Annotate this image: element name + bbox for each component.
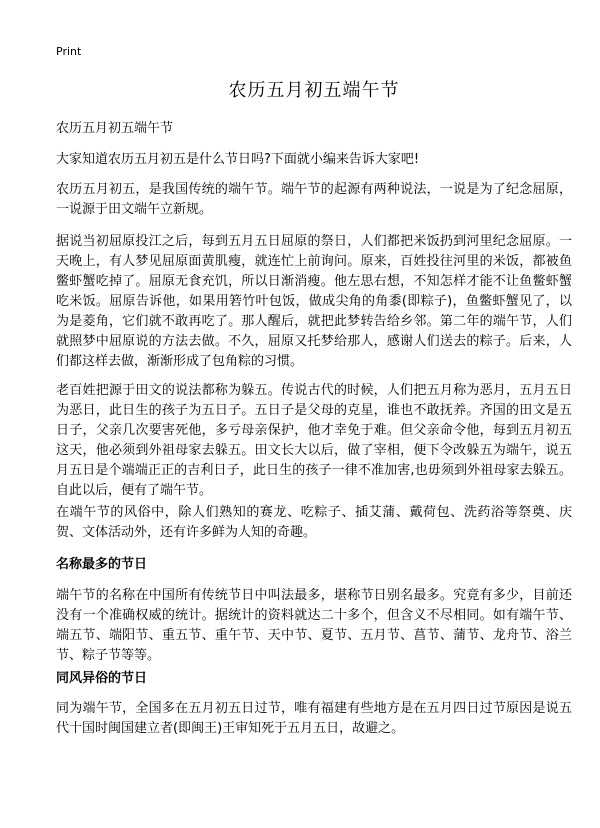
customs-paragraph: 在端午节的风俗中，除人们熟知的赛龙、吃粽子、插艾蒲、戴荷包、洗药浴等祭奠、庆贺、文体活动外，还有许多鲜为人知的奇趣。: [56, 505, 572, 540]
subtitle-line: 农历五月初五端午节: [56, 121, 174, 136]
fujian-paragraph: 同为端午节，全国多在五月初五日过节，唯有福建有些地方是在五月四日过节原因是说五代十国时闽国建立者(即闽王)王审知死于五月五日，故避之。: [56, 701, 572, 736]
tianwen-story-paragraph: 老百姓把源于田文的说法都称为躲五。传说古代的时候，人们把五月称为恶月，五月五日为恶日，此日生的孩子为五日子。五日子是父母的克星，谁也不敢抚养。齐国的田文是五日子，父亲几次要害死他，多亏母亲保护，他才幸免于难。但父亲命令他，每到五月初五这天，他必须到外祖母家去躲五。田文长大以后，做了宰相，便下令改躲五为端午，说五月五日是个端端正正的吉利日子，此日生的孩子一律不准加害,也毋须到外祖母家去躲五。自此以后，便有了端午节。: [56, 383, 572, 498]
print-link[interactable]: Print: [56, 45, 82, 58]
intro-paragraph: 大家知道农历五月初五是什么节日吗?下面就小编来告诉大家吧!: [56, 152, 420, 167]
section-heading-customs: 同风异俗的节日: [56, 671, 148, 686]
origin-paragraph: 农历五月初五，是我国传统的端午节。端午节的起源有两种说法，一说是为了纪念屈原，一说源于田文端午立新规。: [56, 182, 572, 217]
quyuan-story-paragraph: 据说当初屈原投江之后，每到五月五日屈原的祭日，人们都把米饭扔到河里纪念屈原。一天晚上，有人梦见屈原面黄肌瘦，就连忙上前询问。原来，百姓投往河里的米饭，都被鱼鳖虾蟹吃掉了。屈原无食充饥，所以日渐消瘦。他左思右想，不知怎样才能不让鱼鳖虾蟹吃米饭。屈原告诉他，如果用箬竹叶包饭，做成尖角的角黍(即粽子)，鱼鳖虾蟹见了，以为是菱角，它们就不敢再吃了。那人醒后，就把此梦转告给乡邻。第二年的端午节，人们就照梦中屈原说的方法去做。不久，屈原又托梦给那人，感谢人们送去的粽子。后来，人们都这样去做，渐渐形成了包角粽的习惯。: [56, 234, 572, 369]
names-paragraph: 端午节的名称在中国所有传统节日中叫法最多，堪称节日别名最多。究竟有多少，目前还没有一个准确权威的统计。据统计的资料就达二十多个，但含义不尽相同。如有端午节、端五节、端阳节、重五节、重午节、天中节、夏节、五月节、菖节、蒲节、龙舟节、浴兰节、粽子节等等。: [56, 588, 572, 663]
section-heading-names: 名称最多的节日: [56, 557, 148, 572]
page-title: 农历五月初五端午节: [228, 80, 400, 101]
